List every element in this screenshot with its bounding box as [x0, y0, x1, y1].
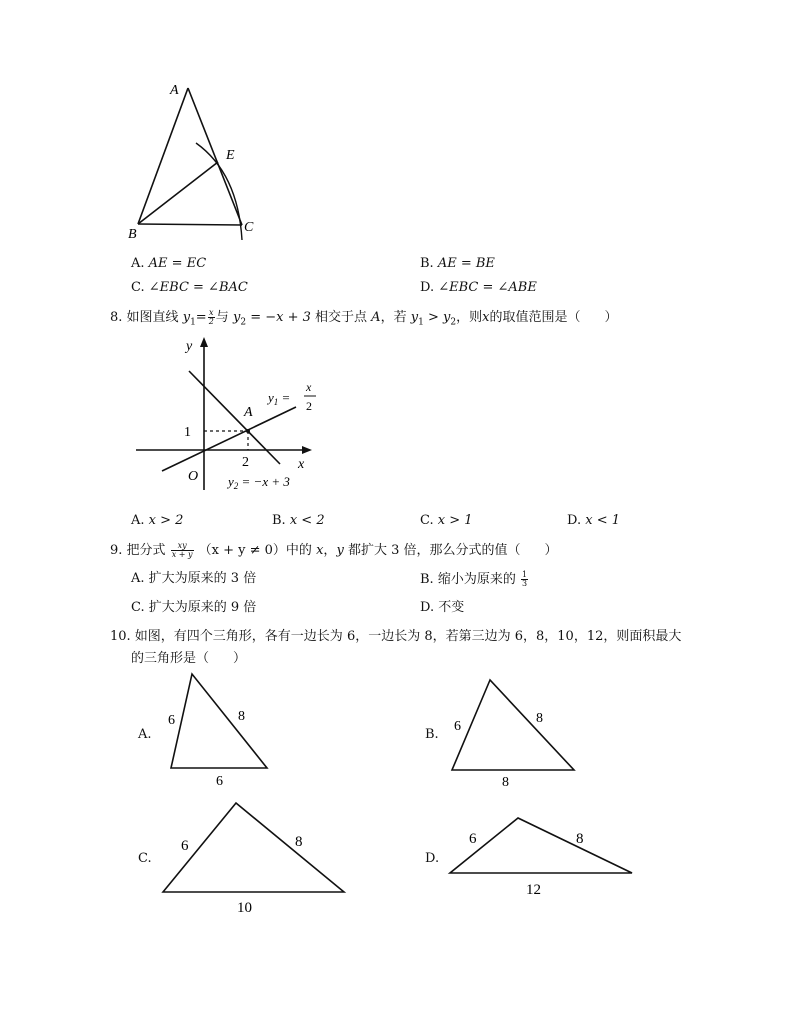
origin-label: O [188, 469, 199, 484]
option-label: C. [131, 280, 145, 295]
y2-var: y [232, 310, 241, 325]
q9-option-c[interactable] [131, 600, 256, 616]
y1-var: y [182, 310, 191, 325]
label-b: B [128, 227, 137, 242]
triangle-a-shape [171, 674, 267, 768]
line-y1-frac-num: x [306, 380, 312, 394]
stem-text: 都扩大 3 倍，那么分式的值（ [347, 543, 521, 558]
q9-stem [110, 542, 558, 559]
option-label: B. [272, 513, 286, 528]
q10-option-a-label[interactable]: A. [138, 727, 152, 742]
fraction-numerator: 1 [521, 570, 528, 579]
q8-option-a[interactable] [131, 513, 183, 529]
option-label: B. [420, 572, 434, 587]
question-number: 9. [110, 543, 123, 558]
side-label-right: 8 [295, 834, 303, 850]
triangle-b-shape [452, 680, 574, 770]
q10-option-d-label[interactable]: D. [425, 851, 440, 866]
fraction-denominator: 3 [521, 579, 528, 588]
side-label-bottom: 12 [526, 882, 541, 898]
var-x: x [482, 310, 490, 325]
stem-text: ） [604, 310, 618, 325]
side-label-right: 8 [576, 831, 584, 847]
q8-option-c[interactable] [420, 513, 473, 529]
tick-x-label: 2 [242, 455, 249, 470]
point-a-dot [246, 429, 250, 433]
stem-text: 与 [215, 310, 229, 325]
fraction [171, 542, 194, 559]
cond-sub1: 1 [418, 317, 424, 328]
q9-option-d[interactable] [420, 600, 464, 616]
option-text: 扩大为原来的 3 倍 [148, 571, 257, 586]
question-number: 8. [110, 310, 123, 325]
side-label-bottom: 10 [237, 900, 252, 916]
option-expr: ∠EBC = ∠BAC [148, 280, 248, 295]
stem-text: ，若 [380, 310, 407, 325]
y-axis-arrow [200, 337, 208, 347]
cond-sub2: 2 [450, 317, 457, 328]
option-expr: AE = BE [437, 256, 495, 271]
fraction-denominator: x + y [171, 550, 193, 559]
side-label-bottom: 8 [502, 775, 509, 790]
cond-y2: y [443, 310, 451, 325]
line-y1-label: $y_1$ = [268, 390, 291, 407]
side-label-right: 8 [238, 709, 245, 724]
cond-y1: y [410, 310, 419, 325]
q8-option-b[interactable] [272, 513, 325, 529]
stem-text: 如图直线 [126, 310, 179, 325]
q7-option-b[interactable] [420, 256, 495, 272]
label-e: E [226, 148, 235, 163]
tick-y-label: 1 [184, 425, 191, 440]
point-name: A [371, 310, 381, 325]
q10-stem-line1: 10. 如图，有四个三角形，各有一边长为 6，一边长为 8，若第三边为 6，8，10，12，则面积最大 [110, 629, 682, 644]
line-y1-frac-den: 2 [306, 399, 312, 413]
stem-text: 的取值范围是（ [489, 310, 581, 325]
line-y2-label: $y_2 = -x + 3$ [228, 474, 290, 491]
y-axis-label: y [186, 339, 193, 354]
line-y1 [162, 407, 296, 471]
q7-option-d[interactable] [420, 280, 537, 296]
option-expr: ∠EBC = ∠ABE [438, 280, 537, 295]
label-a: A [170, 83, 179, 98]
var-x: x [316, 543, 324, 558]
point-a-label: A [244, 405, 253, 420]
option-label: D. [420, 600, 435, 615]
label-c: C [244, 220, 254, 235]
option-label: D. [420, 280, 435, 295]
stem-text: 的三角形是（ [131, 651, 210, 666]
q8-graph [130, 334, 340, 496]
option-label: A. [131, 513, 145, 528]
q9-option-a[interactable] [131, 571, 256, 587]
option-text: 不变 [438, 600, 465, 615]
stem-text: 相交于点 [315, 310, 368, 325]
q10-triangle-b[interactable] [440, 672, 590, 792]
option-text: 缩小为原来的 [437, 572, 516, 587]
triangle-c-shape [163, 803, 344, 892]
q10-option-b-label[interactable]: B. [425, 727, 439, 742]
option-label: A. [131, 571, 145, 586]
y1-sub: 1 [190, 317, 196, 328]
side-label-left: 6 [168, 713, 175, 728]
q10-triangle-d[interactable] [440, 810, 640, 900]
q10-stem-line2 [131, 651, 246, 667]
fraction [521, 571, 528, 588]
segment-bc [138, 224, 242, 225]
side-label-right: 8 [536, 711, 543, 726]
stem-text: （x + y ≠ 0）中的 [198, 543, 312, 558]
option-expr: x < 2 [289, 513, 325, 528]
option-text: 扩大为原来的 9 倍 [148, 600, 257, 615]
side-label-left: 6 [469, 831, 477, 847]
option-expr: x < 1 [585, 513, 620, 528]
fraction [208, 309, 215, 326]
triangle-d-shape [450, 818, 632, 873]
side-label-left: 6 [454, 719, 461, 734]
q8-option-d[interactable] [567, 513, 620, 529]
stem-text: ） [233, 651, 247, 666]
stem-text: ， [323, 543, 337, 558]
q10-triangle-c[interactable] [155, 796, 355, 921]
stem-text: ，则 [456, 310, 483, 325]
option-label: B. [420, 256, 434, 271]
side-label-bottom: 6 [216, 774, 223, 788]
segment-ab [138, 88, 188, 224]
q9-option-b[interactable] [420, 571, 529, 588]
option-label: D. [567, 513, 582, 528]
q7-option-a[interactable] [131, 256, 206, 272]
q10-option-c-label[interactable]: C. [138, 851, 152, 866]
side-label-left: 6 [181, 838, 189, 854]
fraction-denominator: 2 [208, 317, 214, 326]
eq-sign: = [195, 310, 207, 325]
fraction-numerator: xy [171, 542, 194, 551]
stem-text: 把分式 [126, 543, 166, 558]
q10-triangle-a[interactable] [150, 668, 280, 788]
q7-triangle-figure [120, 78, 270, 248]
q7-option-c[interactable] [131, 280, 248, 296]
option-expr: AE = EC [148, 256, 207, 271]
option-expr: x > 2 [148, 513, 184, 528]
x-axis-label: x [298, 457, 305, 472]
option-label: A. [131, 256, 145, 271]
fraction-numerator: x [208, 308, 214, 317]
y2-expr: = −x + 3 [250, 310, 311, 325]
y2-sub: 2 [240, 317, 247, 328]
option-label: C. [131, 600, 145, 615]
stem-text: ） [544, 543, 558, 558]
option-label: C. [420, 513, 434, 528]
q8-stem [110, 309, 617, 331]
x-axis-arrow [302, 446, 312, 454]
option-expr: x > 1 [437, 513, 473, 528]
cond-gt: > [427, 310, 439, 325]
var-y: y [336, 543, 344, 558]
